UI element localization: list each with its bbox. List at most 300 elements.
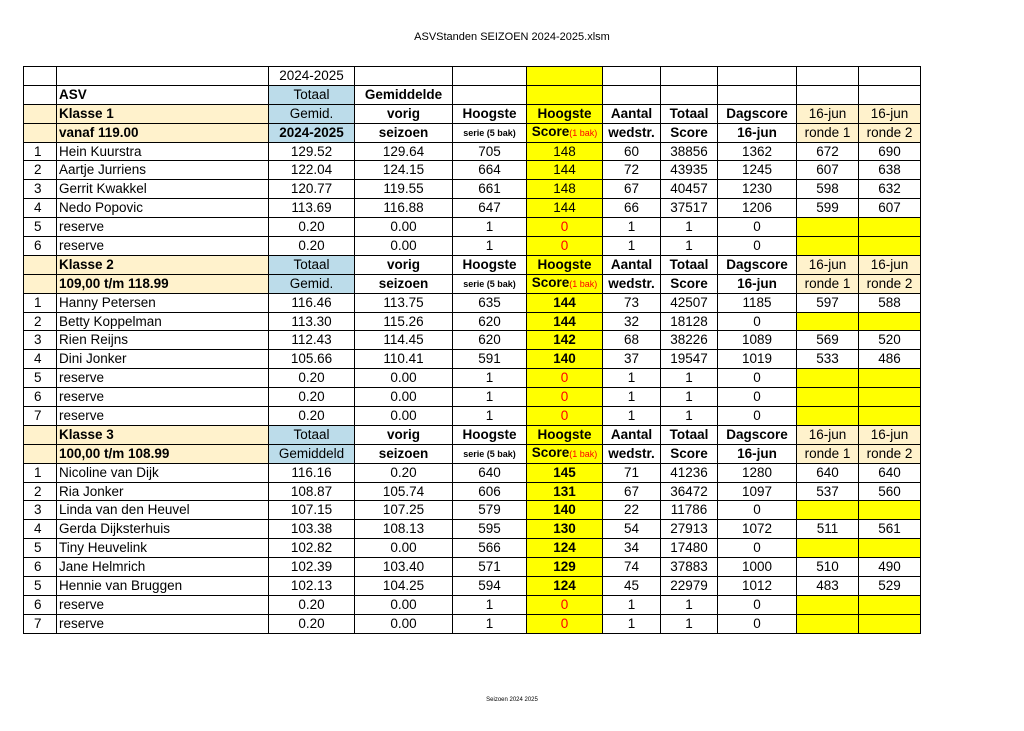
table-cell: 640	[797, 463, 859, 482]
header-cell	[527, 67, 603, 86]
table-cell: 54	[603, 520, 661, 539]
section-header-cell: Hoogste	[527, 425, 603, 444]
table-cell: 122.04	[269, 161, 355, 180]
section-header-cell: serie (5 bak)	[453, 274, 527, 293]
table-cell: 145	[527, 463, 603, 482]
table-cell: 595	[453, 520, 527, 539]
section-header-cell: seizoen	[355, 123, 453, 142]
table-cell: 142	[527, 331, 603, 350]
table-cell: 638	[859, 161, 921, 180]
table-cell: 1	[453, 595, 527, 614]
table-cell: 1	[603, 237, 661, 256]
header-cell	[718, 85, 797, 104]
table-cell: 6	[24, 595, 57, 614]
table-cell: 1	[24, 142, 57, 161]
table-cell: 131	[527, 482, 603, 501]
table-cell: 1000	[718, 558, 797, 577]
header-cell: Gemiddelde	[355, 85, 453, 104]
table-cell: 1	[603, 369, 661, 388]
section-header-cell	[527, 274, 603, 293]
table-cell: 588	[859, 293, 921, 312]
table-row	[24, 614, 921, 633]
table-cell: 36472	[661, 482, 718, 501]
section-header-cell: Gemiddeld	[269, 444, 355, 463]
table-cell: 560	[859, 482, 921, 501]
table-cell: 0	[718, 312, 797, 331]
table-cell: 102.39	[269, 558, 355, 577]
table-cell: reserve	[57, 388, 269, 407]
table-row	[24, 577, 921, 596]
header-cell	[24, 67, 57, 86]
table-cell: 148	[527, 180, 603, 199]
table-row	[24, 293, 921, 312]
table-cell	[859, 237, 921, 256]
section-header-cell: Hoogste	[453, 104, 527, 123]
table-cell	[797, 237, 859, 256]
table-cell: Dini Jonker	[57, 350, 269, 369]
table-cell: Nedo Popovic	[57, 199, 269, 218]
standings-table	[23, 66, 921, 634]
table-cell: 144	[527, 293, 603, 312]
table-cell: 561	[859, 520, 921, 539]
table-cell: 18128	[661, 312, 718, 331]
header-cell	[453, 85, 527, 104]
section-header-cell: 16-jun	[797, 425, 859, 444]
table-cell	[797, 369, 859, 388]
table-cell: 3	[24, 331, 57, 350]
table-row	[24, 482, 921, 501]
table-cell: 1	[603, 614, 661, 633]
table-cell: 1	[453, 388, 527, 407]
table-cell: Betty Koppelman	[57, 312, 269, 331]
table-cell: 1245	[718, 161, 797, 180]
table-cell: 67	[603, 482, 661, 501]
table-cell: 43935	[661, 161, 718, 180]
table-cell	[797, 539, 859, 558]
table-cell	[859, 501, 921, 520]
table-cell: 74	[603, 558, 661, 577]
header-cell	[661, 67, 718, 86]
table-cell: 71	[603, 463, 661, 482]
table-cell: reserve	[57, 614, 269, 633]
section-header-cell: wedstr.	[603, 123, 661, 142]
table-cell: 0.00	[355, 218, 453, 237]
table-row	[24, 388, 921, 407]
table-cell: 66	[603, 199, 661, 218]
table-cell: 3	[24, 180, 57, 199]
table-row	[24, 463, 921, 482]
header-cell: Totaal	[269, 85, 355, 104]
table-cell: 486	[859, 350, 921, 369]
table-cell: Tiny Heuvelink	[57, 539, 269, 558]
section-header-cell: 2024-2025	[269, 123, 355, 142]
table-cell: 0.20	[355, 463, 453, 482]
table-cell: 0.20	[269, 595, 355, 614]
table-cell: 1	[453, 218, 527, 237]
table-cell: 1	[453, 407, 527, 426]
table-cell: 103.38	[269, 520, 355, 539]
section-header-cell: 16-jun	[797, 255, 859, 274]
table-cell: 144	[527, 199, 603, 218]
table-cell: 1	[661, 614, 718, 633]
table-cell: 0	[718, 595, 797, 614]
table-cell: 1	[661, 237, 718, 256]
section-header-cell: 16-jun	[859, 104, 921, 123]
table-cell: 0	[527, 388, 603, 407]
table-row	[24, 218, 921, 237]
table-cell: 3	[24, 501, 57, 520]
score-label-suffix: (1 bak)	[569, 449, 598, 460]
section-header-cell: Dagscore	[718, 255, 797, 274]
table-cell: 42507	[661, 293, 718, 312]
table-cell: 17480	[661, 539, 718, 558]
table-row	[24, 369, 921, 388]
table-cell: 129.52	[269, 142, 355, 161]
table-cell: 1	[453, 369, 527, 388]
table-cell: 34	[603, 539, 661, 558]
section-header-cell: ronde 1	[797, 444, 859, 463]
section-header-cell: 16-jun	[718, 123, 797, 142]
table-cell: 130	[527, 520, 603, 539]
table-cell: 0.00	[355, 614, 453, 633]
section-header-cell: Dagscore	[718, 104, 797, 123]
table-cell: 140	[527, 350, 603, 369]
table-cell: Hennie van Bruggen	[57, 577, 269, 596]
table-cell: 11786	[661, 501, 718, 520]
table-cell: 144	[527, 312, 603, 331]
table-cell: 483	[797, 577, 859, 596]
table-cell: 640	[859, 463, 921, 482]
section-header-cell: ronde 1	[797, 123, 859, 142]
table-cell: 661	[453, 180, 527, 199]
section-header-cell	[24, 425, 57, 444]
table-cell: 144	[527, 161, 603, 180]
header-cell	[603, 67, 661, 86]
table-cell: 0	[718, 501, 797, 520]
table-cell: 104.25	[355, 577, 453, 596]
section-header-cell	[527, 444, 603, 463]
table-cell: 67	[603, 180, 661, 199]
table-cell: 5	[24, 369, 57, 388]
table-cell: 1280	[718, 463, 797, 482]
table-cell: 0.20	[269, 407, 355, 426]
section-header-cell	[24, 444, 57, 463]
section-header-cell: Totaal	[269, 255, 355, 274]
table-cell: 672	[797, 142, 859, 161]
table-cell: 38856	[661, 142, 718, 161]
table-cell: 6	[24, 558, 57, 577]
section-header-row	[24, 425, 921, 444]
section-header-cell: 109,00 t/m 118.99	[57, 274, 269, 293]
header-cell	[661, 85, 718, 104]
table-cell: 1	[603, 218, 661, 237]
table-cell: 1072	[718, 520, 797, 539]
table-cell: 105.66	[269, 350, 355, 369]
table-cell: 116.88	[355, 199, 453, 218]
table-cell: 113.30	[269, 312, 355, 331]
table-cell: 571	[453, 558, 527, 577]
table-cell: 5	[24, 577, 57, 596]
section-header-cell	[527, 123, 603, 142]
section-header-cell: seizoen	[355, 444, 453, 463]
section-header-cell: Dagscore	[718, 425, 797, 444]
table-cell: 148	[527, 142, 603, 161]
header-cell	[24, 85, 57, 104]
table-cell: 40457	[661, 180, 718, 199]
table-cell: 72	[603, 161, 661, 180]
table-cell: 0	[527, 595, 603, 614]
document-title: ASVStanden SEIZOEN 2024-2025.xlsm	[414, 31, 610, 43]
table-cell: 37883	[661, 558, 718, 577]
section-header-cell: Klasse 3	[57, 425, 269, 444]
table-cell: 569	[797, 331, 859, 350]
table-cell: Aartje Jurriens	[57, 161, 269, 180]
table-cell: 119.55	[355, 180, 453, 199]
table-cell: 124	[527, 539, 603, 558]
table-cell: 607	[797, 161, 859, 180]
section-header-cell: 100,00 t/m 108.99	[57, 444, 269, 463]
table-cell: 594	[453, 577, 527, 596]
section-header-cell	[24, 274, 57, 293]
table-row	[24, 331, 921, 350]
table-cell	[859, 407, 921, 426]
table-cell: 579	[453, 501, 527, 520]
section-header-cell: Aantal	[603, 255, 661, 274]
table-cell: reserve	[57, 237, 269, 256]
table-cell: Jane Helmrich	[57, 558, 269, 577]
table-cell	[797, 501, 859, 520]
score-label: Score	[531, 275, 570, 291]
table-cell: 0.00	[355, 237, 453, 256]
table-cell	[859, 312, 921, 331]
section-header-cell: 16-jun	[859, 255, 921, 274]
table-cell: 1	[24, 463, 57, 482]
table-cell: 2	[24, 312, 57, 331]
document-footer: Seizoen 2024 2025	[486, 697, 538, 703]
section-header-cell: serie (5 bak)	[453, 444, 527, 463]
table-cell: Linda van den Heuvel	[57, 501, 269, 520]
table-cell: 0.00	[355, 369, 453, 388]
section-header-cell: wedstr.	[603, 444, 661, 463]
table-cell: 115.26	[355, 312, 453, 331]
table-cell: 4	[24, 199, 57, 218]
table-cell: 620	[453, 331, 527, 350]
table-cell: 1	[453, 614, 527, 633]
table-cell: 102.82	[269, 539, 355, 558]
table-cell: 1	[661, 388, 718, 407]
table-cell: 0.20	[269, 218, 355, 237]
table-cell: Hein Kuurstra	[57, 142, 269, 161]
table-row	[24, 520, 921, 539]
header-cell	[797, 85, 859, 104]
section-header-cell: 16-jun	[797, 104, 859, 123]
section-header-cell: vorig	[355, 425, 453, 444]
table-cell: 45	[603, 577, 661, 596]
table-cell: 19547	[661, 350, 718, 369]
table-cell: 705	[453, 142, 527, 161]
table-cell: 529	[859, 577, 921, 596]
table-cell: 635	[453, 293, 527, 312]
table-cell: 1012	[718, 577, 797, 596]
section-header-cell: vorig	[355, 255, 453, 274]
table-cell: 68	[603, 331, 661, 350]
section-header-cell: Totaal	[661, 104, 718, 123]
table-cell: 0	[718, 369, 797, 388]
table-cell: 520	[859, 331, 921, 350]
table-row	[24, 558, 921, 577]
table-cell	[797, 614, 859, 633]
table-row	[24, 595, 921, 614]
header-cell	[718, 67, 797, 86]
table-cell	[797, 595, 859, 614]
table-cell	[859, 369, 921, 388]
table-cell: 510	[797, 558, 859, 577]
section-header-cell: ronde 1	[797, 274, 859, 293]
section-header-cell: ronde 2	[859, 274, 921, 293]
table-cell: 116.16	[269, 463, 355, 482]
table-cell: 490	[859, 558, 921, 577]
header-cell	[57, 67, 269, 86]
table-row	[24, 501, 921, 520]
table-cell: 1206	[718, 199, 797, 218]
table-cell: 647	[453, 199, 527, 218]
section-header-cell: ronde 2	[859, 444, 921, 463]
table-row	[24, 407, 921, 426]
score-label-suffix: (1 bak)	[569, 128, 598, 139]
table-cell: 0	[527, 407, 603, 426]
score-label: Score	[531, 124, 570, 140]
table-cell: 1	[603, 407, 661, 426]
table-cell	[859, 539, 921, 558]
table-cell: 0	[527, 369, 603, 388]
section-header-cell: vanaf 119.00	[57, 123, 269, 142]
table-cell: 120.77	[269, 180, 355, 199]
table-cell: 0.00	[355, 407, 453, 426]
section-header-cell: 16-jun	[718, 444, 797, 463]
header-cell: ASV	[57, 85, 269, 104]
table-cell: Nicoline van Dijk	[57, 463, 269, 482]
section-header-row	[24, 104, 921, 123]
section-header-cell: Hoogste	[527, 104, 603, 123]
table-cell: 1089	[718, 331, 797, 350]
table-cell: 2	[24, 161, 57, 180]
header-cell	[603, 85, 661, 104]
table-cell: Gerrit Kwakkel	[57, 180, 269, 199]
section-header-cell: Aantal	[603, 425, 661, 444]
table-cell: 37517	[661, 199, 718, 218]
score-label-suffix: (1 bak)	[569, 279, 598, 290]
section-header-cell: Score	[661, 274, 718, 293]
table-cell: Hanny Petersen	[57, 293, 269, 312]
table-row	[24, 539, 921, 558]
table-cell: 6	[24, 237, 57, 256]
section-header-cell: Klasse 1	[57, 104, 269, 123]
table-cell: 32	[603, 312, 661, 331]
table-cell: 124.15	[355, 161, 453, 180]
section-header-cell: Hoogste	[453, 255, 527, 274]
table-cell: reserve	[57, 369, 269, 388]
table-cell: 0.00	[355, 388, 453, 407]
table-cell: 664	[453, 161, 527, 180]
table-cell: 105.74	[355, 482, 453, 501]
table-cell: 1230	[718, 180, 797, 199]
table-cell: 0	[718, 218, 797, 237]
section-header-cell: vorig	[355, 104, 453, 123]
table-cell: 0.20	[269, 237, 355, 256]
table-cell	[859, 218, 921, 237]
table-cell: 1	[661, 218, 718, 237]
table-cell: Gerda Dijksterhuis	[57, 520, 269, 539]
table-cell: 1362	[718, 142, 797, 161]
table-cell: 533	[797, 350, 859, 369]
section-header-cell: 16-jun	[718, 274, 797, 293]
table-cell: 116.46	[269, 293, 355, 312]
table-cell: reserve	[57, 407, 269, 426]
table-cell	[797, 407, 859, 426]
table-cell: 1019	[718, 350, 797, 369]
header-cell	[527, 85, 603, 104]
table-cell: 0.00	[355, 595, 453, 614]
section-header-cell	[24, 104, 57, 123]
section-header-cell: wedstr.	[603, 274, 661, 293]
table-cell: 606	[453, 482, 527, 501]
header-cell	[859, 85, 921, 104]
header-row	[24, 85, 921, 104]
table-cell: 114.45	[355, 331, 453, 350]
table-cell: 598	[797, 180, 859, 199]
table-cell: 108.13	[355, 520, 453, 539]
table-cell: 129	[527, 558, 603, 577]
section-header-cell: 16-jun	[859, 425, 921, 444]
section-header-cell: Hoogste	[453, 425, 527, 444]
table-cell: 124	[527, 577, 603, 596]
table-cell: 1	[453, 237, 527, 256]
table-cell: 640	[453, 463, 527, 482]
section-header-cell: Totaal	[661, 425, 718, 444]
table-cell	[859, 614, 921, 633]
table-cell: 110.41	[355, 350, 453, 369]
section-header-cell: Score	[661, 123, 718, 142]
table-cell: 0.20	[269, 614, 355, 633]
table-cell: 537	[797, 482, 859, 501]
section-header-cell: Klasse 2	[57, 255, 269, 274]
table-cell: Ria Jonker	[57, 482, 269, 501]
table-row	[24, 237, 921, 256]
table-cell: 4	[24, 520, 57, 539]
section-header-cell: ronde 2	[859, 123, 921, 142]
table-cell: 37	[603, 350, 661, 369]
table-cell	[859, 595, 921, 614]
section-header-row	[24, 255, 921, 274]
table-cell: 1	[661, 407, 718, 426]
table-cell: 620	[453, 312, 527, 331]
table-cell: Rien Reijns	[57, 331, 269, 350]
table-row	[24, 180, 921, 199]
table-cell: 607	[859, 199, 921, 218]
table-cell: 0	[718, 407, 797, 426]
table-cell: 0.20	[269, 388, 355, 407]
table-cell: 0	[718, 614, 797, 633]
section-header-row	[24, 444, 921, 463]
table-cell: 632	[859, 180, 921, 199]
section-header-cell	[24, 123, 57, 142]
header-row	[24, 67, 921, 86]
table-cell: 566	[453, 539, 527, 558]
table-cell: 27913	[661, 520, 718, 539]
table-cell: 0	[718, 388, 797, 407]
table-cell: 113.69	[269, 199, 355, 218]
table-cell: 107.25	[355, 501, 453, 520]
